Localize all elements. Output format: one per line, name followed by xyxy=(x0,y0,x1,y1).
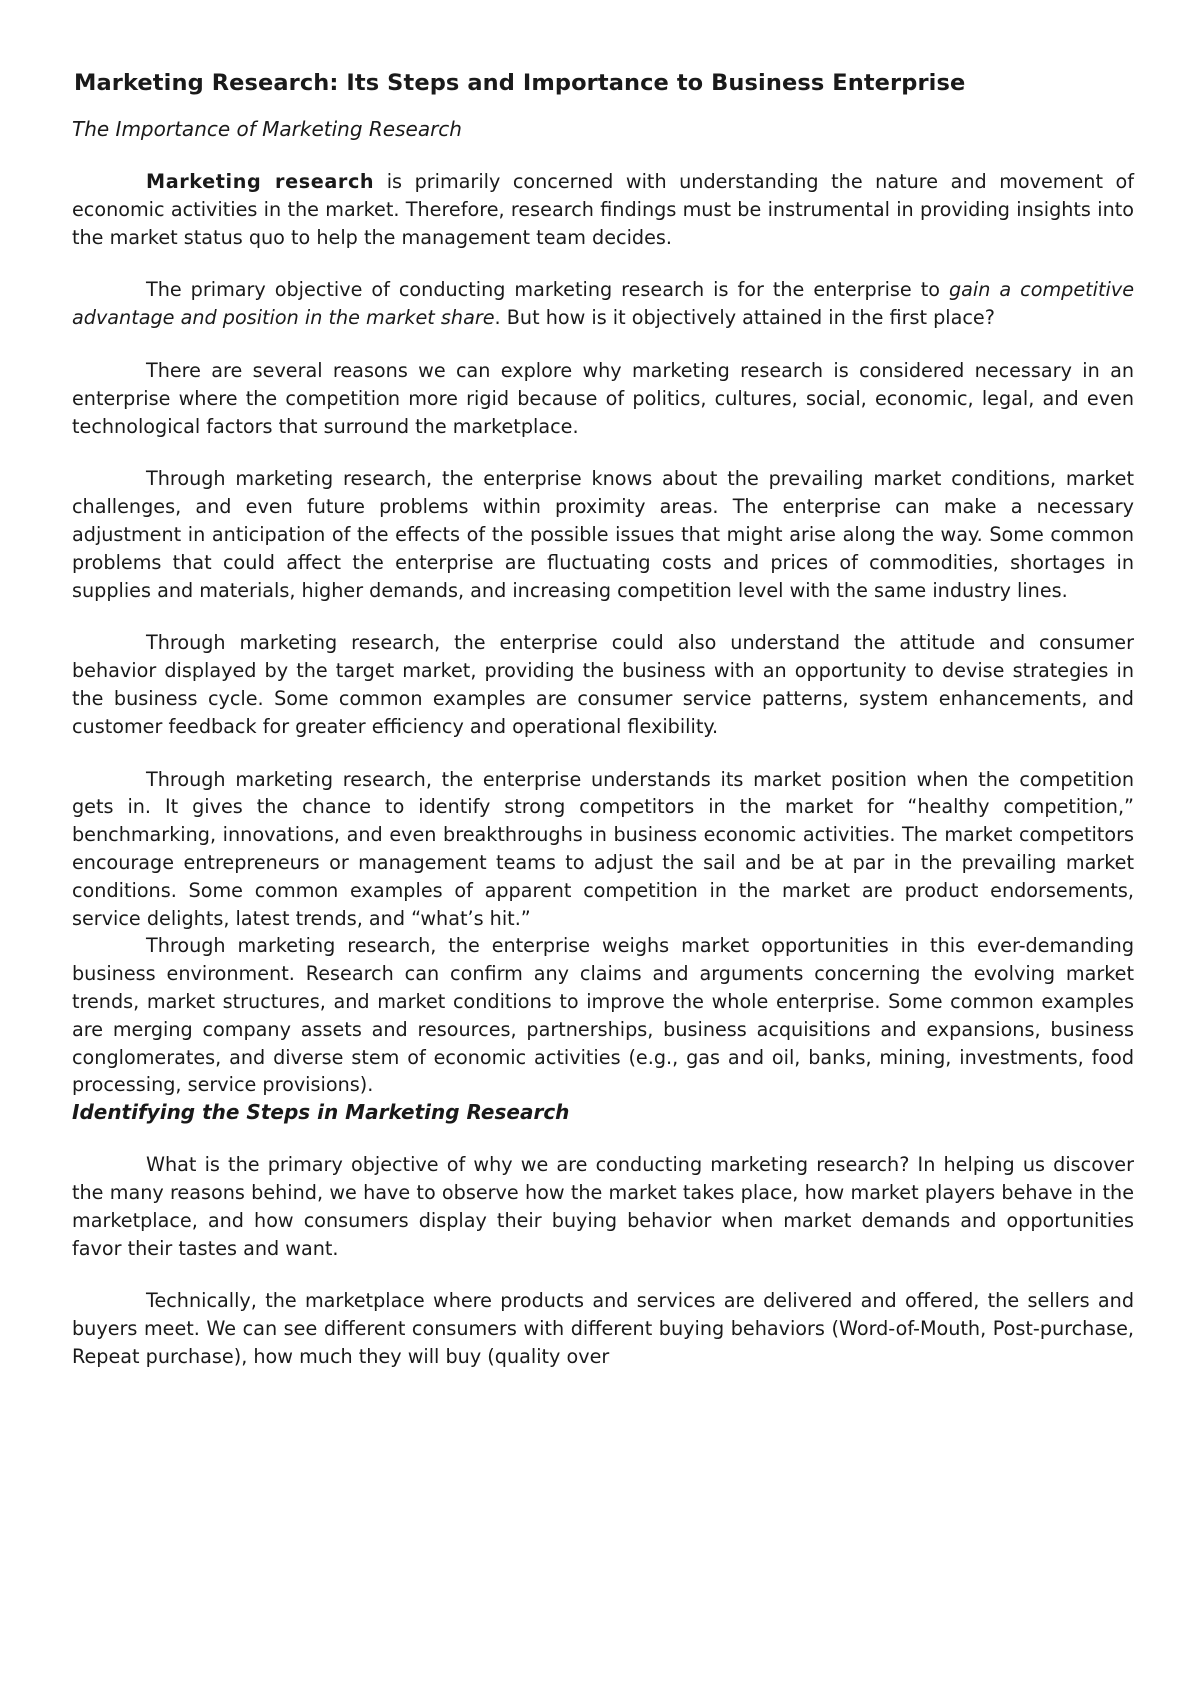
paragraph: Through marketing research, the enterprise could also understand the attitude and consumer behavior displayed by the target market, providing the business with an opportunity to devise strategies in the business cycle. Some common examples are consumer service patterns, system enhancements, and customer feedback for greater efficiency and operational flexibility. xyxy=(72,631,1134,738)
paragraph: Through marketing research, the enterprise knows about the prevailing market conditions, market challenges, and even future problems within proximity areas. The enterprise can make a necessary adjustment in anticipation of the effects of the possible issues that might arise along the way. Some common problems that could affect the enterprise are fluctuating costs and prices of commodities, shortages in supplies and materials, higher demands, and increasing competition level with the same industry lines. xyxy=(72,467,1134,602)
paragraph-text: is primarily concerned with understanding the nature and movement of economic activities in the market. Therefore, research findings must be instrumental in providing insights into the market status quo to help the management team decides. xyxy=(72,170,1134,249)
paragraph: There are several reasons we can explore why marketing research is considered necessary in an enterprise where the competition more rigid because of politics, cultures, social, economic, legal, and even technological factors that surround the marketplace. xyxy=(72,358,1134,438)
paragraph xyxy=(72,276,1134,332)
paragraph-text: The primary objective of conducting marketing research is for the enterprise to xyxy=(146,278,949,302)
emphasis-text: gain a competitive advantage and position in the market share xyxy=(72,278,1134,330)
document-body xyxy=(72,68,1134,1371)
document-title: Marketing Research: Its Steps and Importance to Business Enterprise xyxy=(74,70,966,96)
paragraph: What is the primary objective of why we are conducting marketing research? In helping us discover the many reasons behind, we have to observe how the market takes place, how market players behave in the marketplace, and how consumers display their buying behavior when market demands and opportunities favor their tastes and want. xyxy=(72,1153,1134,1260)
bold-term: Marketing research xyxy=(146,170,375,193)
paragraph: Through marketing research, the enterprise understands its market position when the competition gets in. It gives the chance to identify strong competitors in the market for “healthy competition,” benchmarking, innovations, and even breakthroughs in business economic activities. The market competitors encourage entrepreneurs or management teams to adjust the sail and be at par in the prevailing market conditions. Some common examples of apparent competition in the market are product endorsements, service delights, latest trends, and “what’s hit.” xyxy=(72,767,1134,930)
section-heading-importance: The Importance of Marketing Research xyxy=(72,117,462,141)
paragraph: Through marketing research, the enterprise weighs market opportunities in this ever-demanding business environment. Research can confirm any claims and arguments concerning the evolving market trends, market structures, and market conditions to improve the whole enterprise. Some common examples are merging company assets and resources, partnerships, business acquisitions and expansions, business conglomerates, and diverse stem of economic activities (e.g., gas and oil, banks, mining, investments, food processing, service provisions). xyxy=(72,934,1134,1097)
paragraph: Technically, the marketplace where products and services are delivered and offered, the sellers and buyers meet. We can see different consumers with different buying behaviors (Word-of-Mouth, Post-purchase, Repeat purchase), how much they will buy (quality over xyxy=(72,1289,1134,1368)
section-heading-steps: Identifying the Steps in Marketing Research xyxy=(72,1100,570,1125)
paragraph-text: . But how is it objectively attained in the first place? xyxy=(494,306,995,330)
paragraph xyxy=(72,168,1134,251)
